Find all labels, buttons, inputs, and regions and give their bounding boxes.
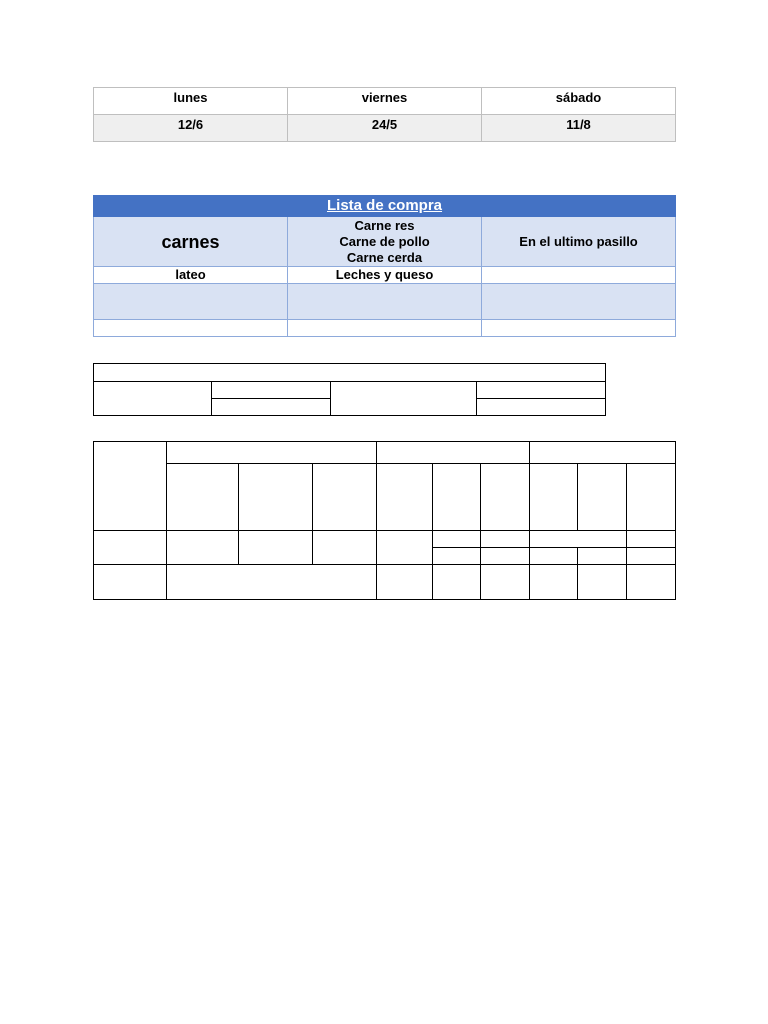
empty-cell (433, 464, 481, 531)
empty-cell (377, 464, 433, 531)
shopping-list-row (94, 217, 676, 267)
empty-row (94, 442, 676, 464)
shopping-list-row (94, 320, 676, 337)
empty-cell (482, 284, 676, 320)
empty-cell (482, 320, 676, 337)
shopping-list-row (94, 267, 676, 284)
empty-cell (377, 442, 530, 464)
empty-cell (167, 531, 239, 565)
empty-cell (94, 382, 212, 416)
shopping-list-title: Lista de compra (94, 196, 676, 217)
empty-cell (433, 565, 481, 600)
shopping-list-table (93, 195, 676, 337)
empty-cell (94, 442, 167, 531)
empty-cell (530, 464, 578, 531)
dates-row (94, 115, 676, 142)
empty-cell (288, 320, 482, 337)
empty-cell (578, 565, 627, 600)
empty-cell (530, 442, 676, 464)
empty-cell (481, 464, 530, 531)
items-cell (288, 217, 482, 267)
empty-cell (94, 531, 167, 565)
empty-cell (477, 399, 606, 416)
empty-row (94, 531, 676, 548)
empty-cell (578, 548, 627, 565)
empty-cell (377, 565, 433, 600)
empty-row (94, 364, 606, 382)
item-line: Carne cerda (346, 249, 423, 265)
items-cell: Leches y queso (288, 267, 482, 284)
empty-cell (288, 284, 482, 320)
empty-cell (530, 565, 578, 600)
empty-cell (212, 382, 331, 399)
empty-cell (627, 548, 676, 565)
category-cell: lateo (94, 267, 288, 284)
empty-cell (627, 531, 676, 548)
shopping-list-row (94, 284, 676, 320)
empty-cell (94, 565, 167, 600)
empty-cell (94, 364, 606, 382)
empty-cell (481, 565, 530, 600)
empty-cell (433, 531, 481, 548)
day-cell: viernes (288, 88, 482, 115)
shopping-list-header-row (94, 196, 676, 217)
empty-cell (313, 464, 377, 531)
empty-cell (331, 382, 477, 416)
empty-cell (212, 399, 331, 416)
item-line: Carne res (354, 217, 415, 233)
empty-cell (167, 464, 239, 531)
empty-cell (313, 531, 377, 565)
empty-row (94, 464, 676, 531)
empty-cell (477, 382, 606, 399)
empty-cell (578, 464, 627, 531)
days-header-row (94, 88, 676, 115)
item-line: Carne de pollo (339, 233, 430, 249)
empty-grid-table (93, 363, 606, 416)
day-cell: lunes (94, 88, 288, 115)
empty-cell (239, 464, 313, 531)
empty-row (94, 565, 676, 600)
empty-row (94, 382, 606, 399)
empty-cell (94, 320, 288, 337)
empty-cell (433, 548, 481, 565)
empty-cell (239, 531, 313, 565)
empty-cell (627, 464, 676, 531)
empty-cell (530, 531, 627, 548)
empty-cell (167, 565, 377, 600)
empty-cell (94, 284, 288, 320)
date-cell: 24/5 (288, 115, 482, 142)
empty-complex-table (93, 441, 676, 600)
category-cell: carnes (94, 217, 288, 267)
location-cell (482, 267, 676, 284)
empty-cell (167, 442, 377, 464)
location-cell: En el ultimo pasillo (482, 217, 676, 267)
empty-cell (481, 531, 530, 548)
day-cell: sábado (482, 88, 676, 115)
empty-cell (377, 531, 433, 565)
days-table (93, 87, 676, 142)
empty-cell (530, 548, 578, 565)
date-cell: 12/6 (94, 115, 288, 142)
empty-cell (627, 565, 676, 600)
empty-cell (481, 548, 530, 565)
date-cell: 11/8 (482, 115, 676, 142)
